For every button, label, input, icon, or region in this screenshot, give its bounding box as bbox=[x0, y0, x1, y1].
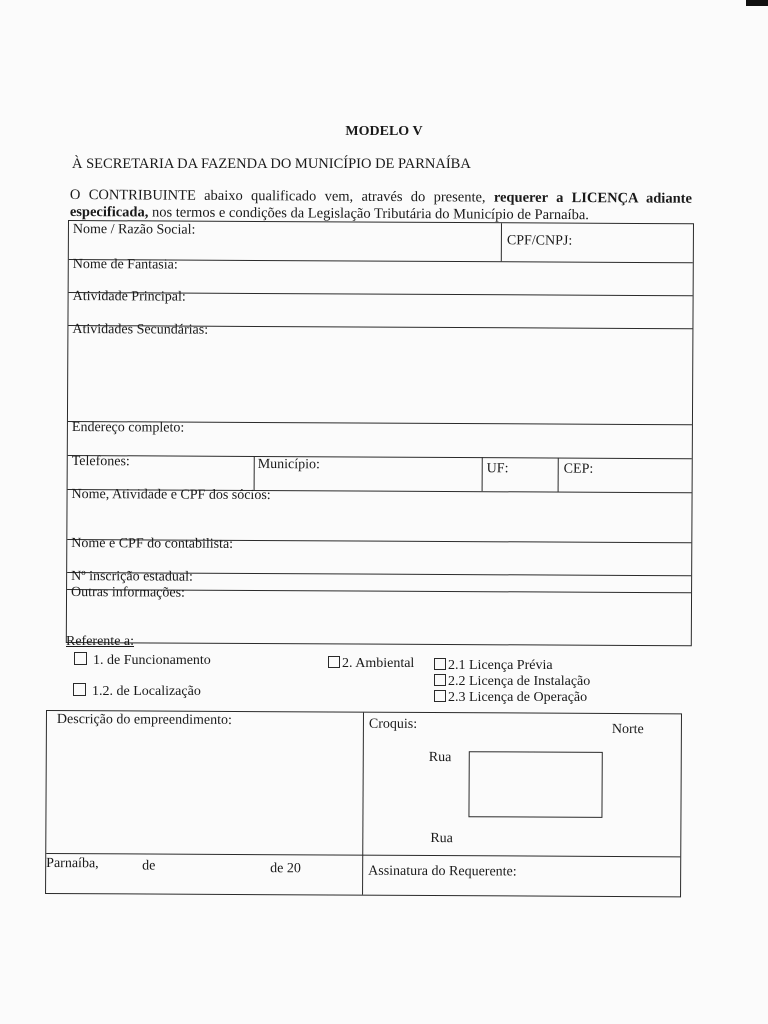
addressee-line: À SECRETARIA DA FAZENDA DO MUNICÍPIO DE PARNAÍBA bbox=[72, 156, 471, 172]
option-funcionamento[interactable] bbox=[74, 652, 211, 669]
option-licenca-instalacao[interactable] bbox=[434, 674, 590, 690]
col-divider bbox=[362, 713, 364, 895]
option-localizacao[interactable] bbox=[73, 683, 201, 700]
checkbox-licenca-operacao[interactable] bbox=[434, 690, 446, 702]
col-divider bbox=[558, 458, 559, 492]
checkbox-licenca-previa[interactable] bbox=[434, 658, 446, 670]
intro-text-start: O CONTRIBUINTE abaixo qualificado vem, através do presente, bbox=[69, 187, 494, 206]
intro-text-end: nos termos e condições da Legislação Tributária do Município de Parnaíba. bbox=[148, 204, 589, 224]
croquis-sketch-box[interactable] bbox=[468, 751, 602, 818]
field-nome-razao-social[interactable]: Nome / Razão Social: bbox=[72, 222, 196, 238]
scan-corner-mark bbox=[746, 0, 768, 6]
intro-bold-1: requerer a LICENÇA adiante bbox=[493, 189, 692, 207]
field-descricao-empreendimento[interactable]: Descrição do empreendimento: bbox=[56, 712, 232, 728]
field-atividade-principal[interactable]: Atividade Principal: bbox=[72, 289, 186, 305]
option-localizacao-label: 1.2. de Localização bbox=[92, 684, 201, 699]
field-assinatura-requerente[interactable]: Assinatura do Requerente: bbox=[368, 863, 517, 880]
option-ambiental-label: 2. Ambiental bbox=[342, 656, 415, 671]
intro-bold-2: especificada, bbox=[69, 203, 149, 221]
field-inscricao-estadual[interactable]: Nº inscrição estadual: bbox=[71, 569, 193, 585]
option-licenca-operacao[interactable] bbox=[434, 690, 587, 706]
field-cep[interactable]: CEP: bbox=[563, 461, 594, 477]
field-outras-informacoes[interactable]: Outras informações: bbox=[71, 585, 186, 601]
de-20-label: de 20 bbox=[270, 861, 301, 877]
parnaiba-label: Parnaíba, bbox=[46, 856, 99, 872]
description-croquis-table bbox=[45, 710, 682, 897]
option-funcionamento-label: 1. de Funcionamento bbox=[93, 653, 211, 668]
field-municipio[interactable]: Município: bbox=[257, 456, 320, 473]
checkbox-localizacao[interactable] bbox=[73, 683, 86, 696]
field-atividades-secundarias[interactable]: Atividades Secundárias: bbox=[72, 322, 209, 338]
norte-label: Norte bbox=[611, 721, 644, 738]
field-telefones[interactable]: Telefones: bbox=[71, 454, 130, 470]
option-ambiental[interactable] bbox=[328, 656, 414, 672]
option-licenca-previa-label: 2.1 Licença Prévia bbox=[448, 658, 553, 673]
checkbox-funcionamento[interactable] bbox=[74, 652, 87, 665]
intro-paragraph bbox=[70, 187, 692, 225]
rua-label-bottom: Rua bbox=[430, 831, 453, 847]
taxpayer-form-table bbox=[66, 220, 694, 646]
referente-label: Referente a: bbox=[66, 634, 135, 649]
field-socios[interactable]: Nome, Atividade e CPF dos sócios: bbox=[71, 487, 271, 504]
field-nome-fantasia[interactable]: Nome de Fantasia: bbox=[72, 257, 178, 273]
de-label: de bbox=[142, 858, 156, 874]
field-cpf-cnpj[interactable]: CPF/CNPJ: bbox=[506, 233, 573, 249]
field-contabilista[interactable]: Nome e CPF do contabilista: bbox=[71, 536, 234, 552]
rua-label-top: Rua bbox=[428, 750, 452, 766]
col-divider bbox=[482, 457, 483, 491]
document-title: MODELO V bbox=[345, 124, 423, 139]
checkbox-ambiental[interactable] bbox=[328, 656, 340, 668]
field-uf[interactable]: UF: bbox=[486, 461, 509, 477]
croquis-label: Croquis: bbox=[368, 716, 418, 732]
option-licenca-instalacao-label: 2.2 Licença de Instalação bbox=[448, 674, 591, 689]
col-divider bbox=[501, 223, 502, 261]
row-divider bbox=[68, 455, 692, 459]
field-endereco[interactable]: Endereço completo: bbox=[71, 420, 185, 436]
col-divider bbox=[254, 456, 255, 490]
option-licenca-operacao-label: 2.3 Licença de Operação bbox=[448, 690, 588, 705]
checkbox-licenca-instalacao[interactable] bbox=[434, 674, 446, 686]
option-licenca-previa[interactable] bbox=[434, 658, 553, 674]
